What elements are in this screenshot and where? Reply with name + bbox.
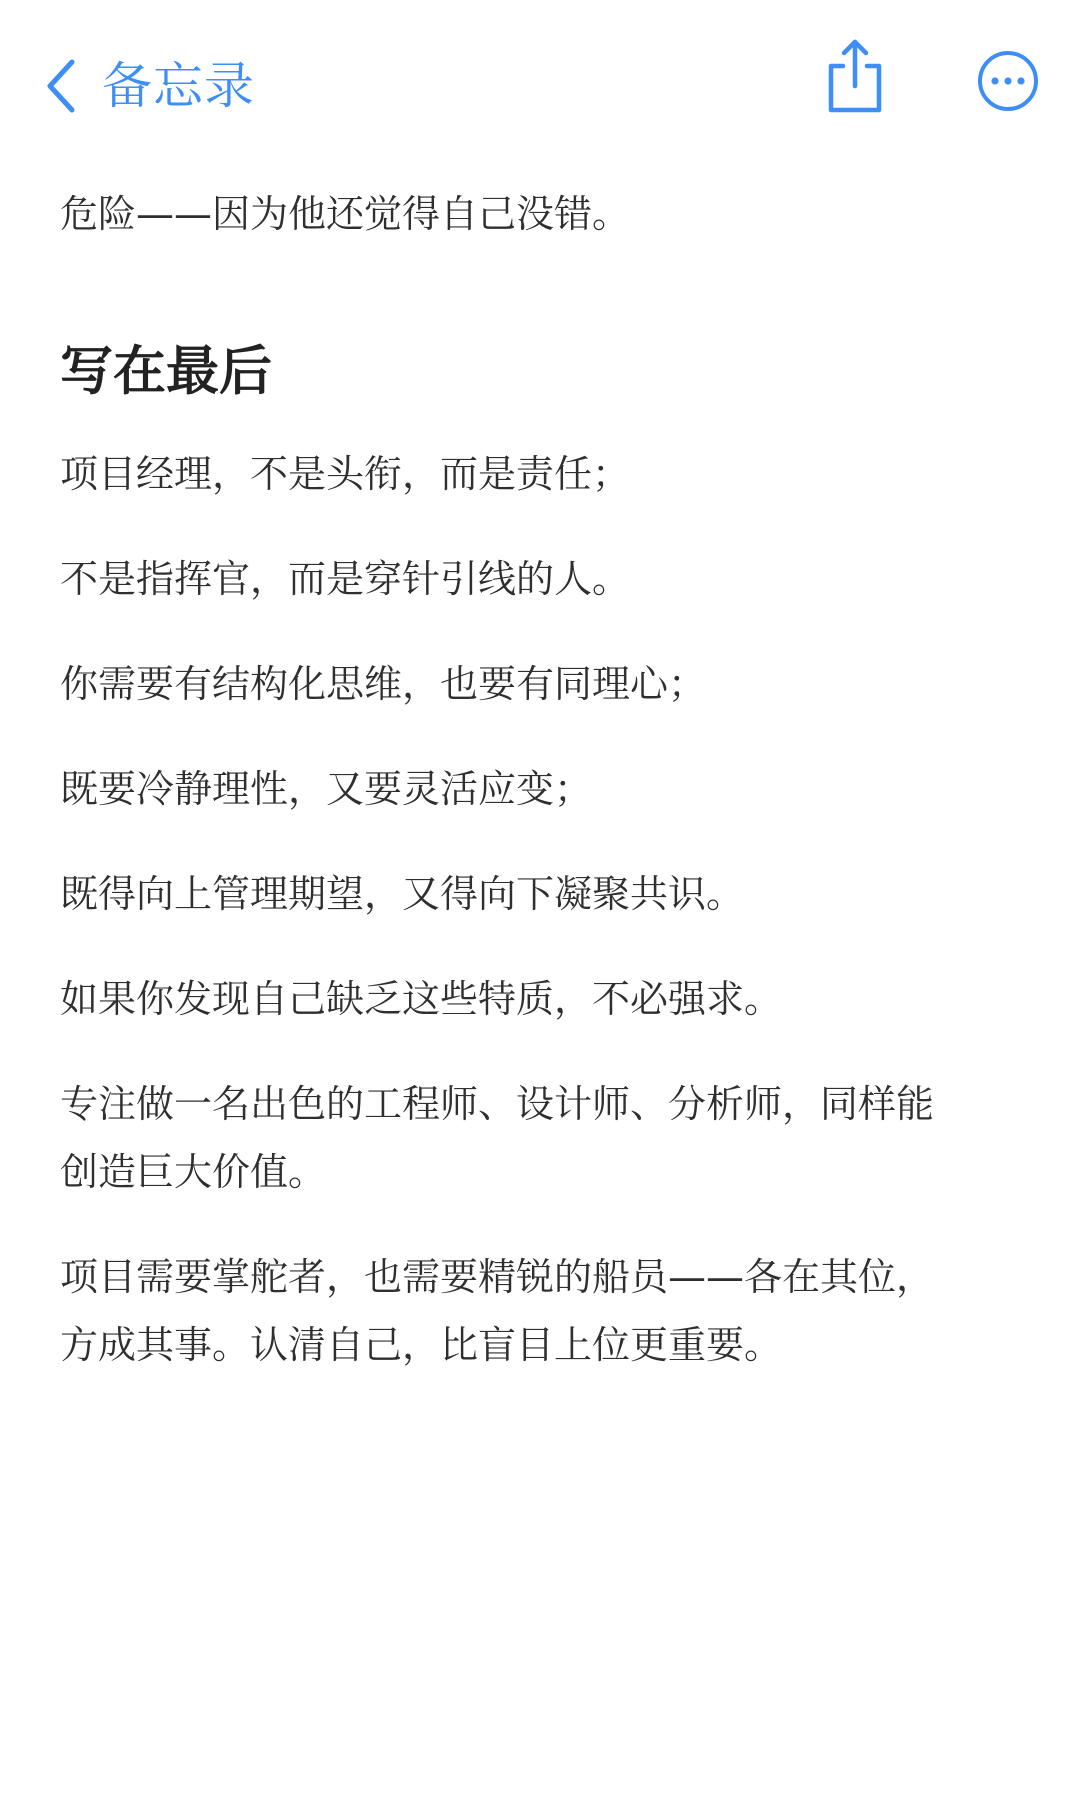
note-paragraph: 如果你发现自己缺乏这些特质，不必强求。 <box>60 977 783 1021</box>
note-paragraph-continued: 创造巨大价值。 <box>60 1150 327 1194</box>
note-paragraph: 专注做一名出色的工程师、设计师、分析师，同样能 <box>60 1082 935 1126</box>
note-paragraph: 你需要有结构化思维，也要有同理心； <box>60 662 707 706</box>
back-button-label: 备忘录 <box>102 57 255 115</box>
note-paragraph-intro: 危险——因为他还觉得自己没错。 <box>60 192 631 236</box>
note-paragraph: 项目需要掌舵者，也需要精锐的船员——各在其位， <box>60 1255 935 1299</box>
note-paragraph-continued: 方成其事。认清自己，比盲目上位更重要。 <box>60 1323 783 1367</box>
note-paragraph: 既要冷静理性，又要灵活应变； <box>60 767 593 811</box>
chevron-left-icon <box>44 58 78 114</box>
note-paragraph: 不是指挥官，而是穿针引线的人。 <box>60 557 631 601</box>
navigation-bar <box>0 0 1080 165</box>
share-icon[interactable] <box>820 36 890 116</box>
section-heading: 写在最后 <box>60 341 272 402</box>
note-paragraph: 项目经理，不是头衔，而是责任； <box>60 452 631 496</box>
more-icon[interactable] <box>977 50 1039 112</box>
back-button[interactable] <box>44 50 255 122</box>
note-paragraph: 既得向上管理期望，又得向下凝聚共识。 <box>60 872 745 916</box>
